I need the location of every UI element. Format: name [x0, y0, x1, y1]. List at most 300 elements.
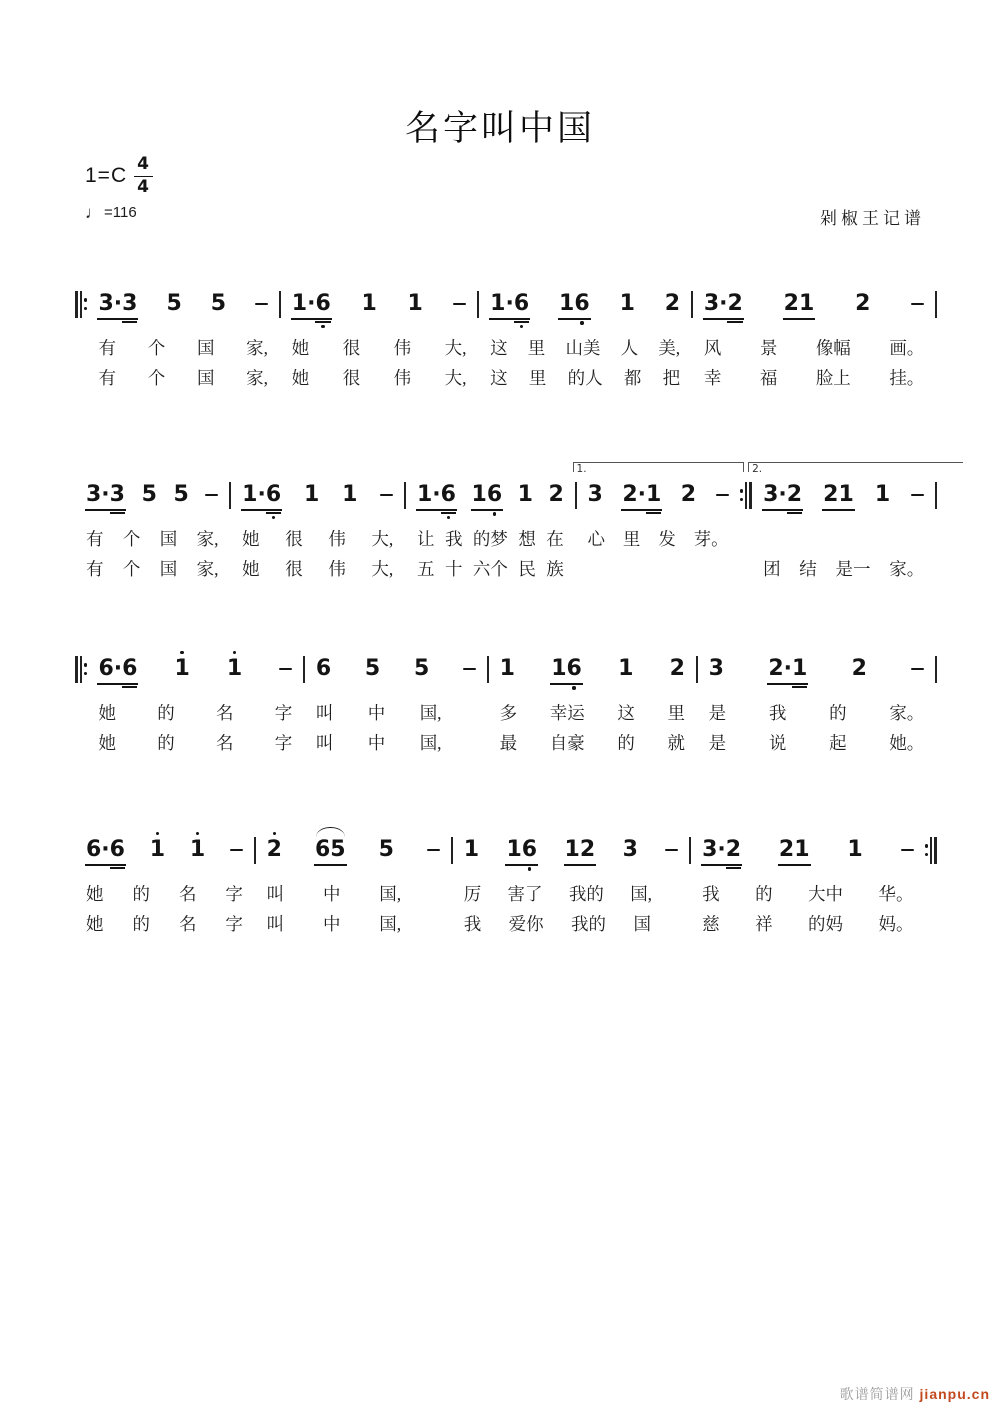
note-digit: 2 [778, 837, 795, 862]
note-token [365, 658, 380, 680]
octave-dot-low [321, 325, 324, 328]
lyric-syllable: 里 [527, 337, 546, 358]
eighth-line [703, 318, 744, 320]
note-digit: 2· [768, 656, 792, 681]
lyric-syllable: 十 [444, 558, 463, 579]
lyric-syllable: 中 [367, 702, 386, 723]
repeat-open-sign [75, 291, 87, 318]
lyrics-measure [231, 526, 404, 551]
lyric-syllable: 个 [147, 367, 166, 388]
lyric-syllable: 芽。 [693, 528, 729, 549]
note-token [852, 658, 867, 680]
note-digit: 6 [266, 484, 281, 506]
dash-token [716, 484, 729, 506]
note-token [211, 293, 226, 315]
note-token [490, 293, 529, 315]
repeat-dot [740, 489, 743, 492]
eighth-line [762, 509, 803, 511]
note-token [559, 293, 590, 315]
lyrics-measure [281, 365, 478, 390]
dash-token [279, 658, 292, 680]
note-digit: 3 [122, 293, 137, 315]
lyrics-measure [281, 335, 478, 360]
measure [489, 658, 696, 680]
note-token [784, 293, 815, 315]
repeat-close-sign [925, 837, 937, 864]
eighth-line [471, 509, 504, 511]
note-digit: 1 [361, 291, 377, 316]
note-digit: 1· [242, 482, 266, 507]
barline [935, 291, 937, 318]
lyric-syllable: 祥 [755, 913, 773, 934]
note-digit: 2 [548, 482, 564, 507]
lyric-syllable: 的 [157, 732, 175, 753]
note-token [847, 839, 862, 861]
note-digit: 2 [669, 656, 685, 681]
volta-label: 1. [576, 462, 587, 475]
note-dash [716, 494, 729, 496]
lyric-syllable: 名 [178, 883, 197, 904]
lyric-syllable: 国 [159, 528, 178, 549]
eighth-line [505, 864, 538, 866]
sixteenth-line [792, 686, 807, 688]
lyrics-line-1 [75, 335, 937, 359]
lyric-syllable: 结 [799, 558, 817, 579]
octave-dot-low [447, 516, 450, 519]
eighth-line [97, 683, 138, 685]
lyric-syllable: 有 [98, 337, 116, 358]
note-digit: 3 [587, 482, 603, 507]
lyric-syllable: 字 [274, 702, 293, 723]
repeat-bar [75, 291, 78, 318]
note-digit: 1· [291, 291, 316, 316]
note-digit: 1 [794, 837, 810, 862]
lyric-syllable: 有 [86, 528, 104, 549]
lyrics-measure [87, 335, 279, 360]
lyrics-line-2 [75, 556, 937, 580]
lyric-syllable: 是一 [835, 558, 871, 579]
lyric-syllable: 家, [246, 367, 269, 388]
lyrics-measure [87, 700, 303, 725]
lyric-syllable: 有 [86, 558, 104, 579]
lyrics-measure [698, 700, 936, 725]
eighth-line [767, 683, 808, 685]
note-dash [911, 668, 924, 670]
lyrics-measure [75, 881, 254, 906]
note-dash [453, 303, 466, 305]
note-token [267, 839, 282, 861]
note-digit: 2 [823, 482, 839, 507]
note-token [227, 658, 242, 680]
lyric-syllable: 这 [490, 337, 508, 358]
eighth-line [783, 318, 816, 320]
lyric-syllable: 华。 [878, 883, 914, 904]
time-signature [134, 156, 153, 196]
octave-dot-high [273, 832, 276, 835]
barline [935, 656, 937, 683]
lyrics-measure [75, 556, 229, 581]
eighth-line [489, 318, 530, 320]
lyric-syllable: 大中 [808, 883, 844, 904]
octave-dot-low [520, 325, 523, 328]
lyric-syllable: 国, [379, 883, 402, 904]
note-digit: 1 [646, 484, 661, 506]
note-token [414, 658, 429, 680]
measure [406, 484, 575, 506]
lyric-syllable: 妈。 [878, 913, 914, 934]
note-token [166, 293, 181, 315]
repeat-bar [80, 656, 82, 683]
lyric-syllable: 叫 [315, 732, 334, 753]
lyrics-measure [256, 881, 451, 906]
lyric-syllable: 人 [620, 337, 639, 358]
measure [305, 658, 487, 680]
repeat-close-sign [740, 482, 752, 509]
lyric-syllable: 是 [708, 732, 727, 753]
sixteenth-line [727, 321, 742, 323]
note-digit: 6 [567, 658, 582, 680]
eighth-line [97, 318, 138, 320]
note-token [316, 658, 331, 680]
note-token [379, 839, 394, 861]
lyric-syllable: 家, [196, 558, 219, 579]
sixteenth-line [514, 321, 529, 323]
tempo-marking [85, 204, 137, 221]
watermark [840, 1384, 990, 1404]
lyric-syllable: 叫 [315, 702, 334, 723]
note-digit: 5 [413, 656, 430, 681]
note-digit: 1 [847, 837, 863, 862]
dash-token [911, 484, 924, 506]
note-token [98, 658, 137, 680]
sixteenth-line [110, 867, 125, 869]
lyric-syllable: 幸 [703, 367, 722, 388]
lyric-syllable: 名 [215, 732, 234, 753]
lyric-syllable: 风 [703, 337, 722, 358]
lyrics-line-2 [75, 730, 937, 754]
lyric-syllable: 把 [662, 367, 681, 388]
music-system-2 [75, 462, 937, 580]
lyric-syllable: 最 [499, 732, 518, 753]
lyric-syllable: 个 [122, 528, 141, 549]
barline [935, 482, 937, 509]
time-signature-denominator: 4 [137, 177, 150, 197]
lyrics-measure [75, 911, 254, 936]
key-signature [85, 156, 153, 196]
note-dash [279, 668, 292, 670]
eighth-line [291, 318, 332, 320]
lyric-syllable: 她。 [889, 732, 925, 753]
note-token [670, 658, 685, 680]
sixteenth-line [266, 512, 281, 514]
note-token [875, 484, 890, 506]
lyric-syllable: 家。 [889, 702, 925, 723]
lyric-syllable: 国 [196, 337, 215, 358]
lyric-syllable: 她 [86, 913, 104, 934]
lyric-syllable: 国, [419, 732, 442, 753]
note-digit: 6· [86, 837, 110, 862]
note-dash [205, 494, 218, 496]
lyric-syllable: 都 [623, 367, 642, 388]
lyric-syllable: 伟 [393, 367, 412, 388]
measure [453, 839, 690, 861]
lyrics-measure [752, 556, 935, 581]
eighth-line [822, 509, 855, 511]
note-digit: 1 [517, 482, 533, 507]
lyric-syllable: 族 [546, 558, 564, 579]
lyric-syllable: 名 [215, 702, 234, 723]
lyrics-measure [691, 881, 924, 906]
lyric-syllable: 伟 [328, 528, 346, 549]
lyrics-measure [453, 881, 690, 906]
lyric-syllable: 字 [225, 913, 243, 934]
note-digit: 2 [726, 839, 741, 861]
measure [231, 484, 404, 506]
lyric-syllable: 挂。 [889, 367, 925, 388]
note-dash [380, 494, 393, 496]
lyric-syllable: 像幅 [815, 337, 851, 358]
repeat-bar [745, 482, 747, 509]
note-digit: 2 [787, 484, 802, 506]
eighth-line [85, 509, 126, 511]
note-digit: 6 [514, 293, 529, 315]
note-digit: 3· [702, 837, 726, 862]
note-dash [230, 849, 243, 851]
note-token [618, 658, 633, 680]
lyrics-line-1 [75, 700, 937, 724]
lyric-syllable: 的 [829, 702, 847, 723]
lyric-syllable: 大, [444, 337, 467, 358]
lyric-syllable: 的妈 [808, 913, 844, 934]
lyric-syllable: 我 [463, 913, 482, 934]
lyric-syllable: 她 [98, 732, 116, 753]
lyric-syllable: 她 [242, 528, 260, 549]
lyric-syllable: 的梦 [472, 528, 508, 549]
note-dash [665, 849, 678, 851]
quarter-note-icon: ♩ [85, 203, 102, 222]
note-digit: 1 [564, 837, 580, 862]
measure [576, 462, 740, 507]
measure [87, 658, 303, 680]
repeat-open-sign [75, 656, 87, 683]
lyric-syllable: 很 [285, 528, 303, 549]
lyric-syllable: 国, [630, 883, 653, 904]
eighth-line [778, 864, 811, 866]
lyric-syllable: 中 [322, 883, 341, 904]
octave-dot-low [272, 516, 275, 519]
note-digit: 5 [330, 837, 346, 862]
lyric-syllable: 多 [499, 702, 518, 723]
note-digit: 1 [150, 839, 165, 861]
note-digit: 2 [680, 482, 697, 507]
note-dash [911, 494, 924, 496]
lyric-syllable: 的 [617, 732, 635, 753]
note-digit: 1 [463, 837, 480, 862]
note-dash [427, 849, 440, 851]
note-digit: 6 [574, 293, 589, 315]
repeat-dots [740, 482, 743, 509]
note-digit: 5 [364, 656, 381, 681]
lyric-syllable: 的人 [567, 367, 603, 388]
lyric-syllable: 画。 [889, 337, 925, 358]
note-digit: 2 [851, 656, 867, 681]
lyrics-line-2 [75, 911, 937, 935]
measure [479, 293, 691, 315]
sixteenth-line [122, 321, 137, 323]
lyric-syllable: 的 [132, 883, 150, 904]
note-token [342, 484, 357, 506]
note-token [417, 484, 456, 506]
dash-token [901, 839, 914, 861]
dash-token [380, 484, 393, 506]
lyrics-measure [305, 730, 487, 755]
lyric-syllable: 的 [132, 913, 150, 934]
key-label: 1=C [85, 164, 128, 187]
dash-token [911, 293, 924, 315]
lyric-syllable: 这 [490, 367, 508, 388]
note-digit: 1 [619, 291, 635, 316]
sixteenth-line [122, 686, 137, 688]
note-token [464, 839, 479, 861]
lyric-syllable: 是 [708, 702, 727, 723]
note-digit: 1· [416, 482, 441, 507]
note-dash [911, 303, 924, 305]
lyric-syllable: 很 [285, 558, 303, 579]
lyric-syllable: 起 [829, 732, 847, 753]
note-digit: 1 [190, 839, 205, 861]
transcriber-credit: 剁椒王记谱 [820, 209, 925, 228]
note-token [702, 839, 741, 861]
sixteenth-line [646, 512, 661, 514]
lyrics-measure [577, 526, 740, 551]
notes-row [75, 287, 937, 321]
note-digit: 6 [315, 656, 332, 681]
note-digit: 3 [110, 484, 125, 506]
octave-dot-low [580, 321, 583, 324]
octave-dot-low [528, 867, 531, 870]
music-system-4 [75, 833, 937, 935]
note-token [620, 293, 635, 315]
dash-token [911, 658, 924, 680]
lyrics-measure [691, 911, 924, 936]
dash-token [665, 839, 678, 861]
note-token [98, 293, 137, 315]
note-digit: 1 [342, 482, 358, 507]
sixteenth-line [441, 512, 456, 514]
lyric-syllable: 幸运 [549, 702, 585, 723]
note-token [623, 839, 638, 861]
lyrics-measure [479, 365, 691, 390]
notes-row [75, 462, 937, 512]
lyric-syllable: 这 [617, 702, 635, 723]
lyric-syllable: 伟 [393, 337, 412, 358]
repeat-dots [925, 837, 928, 864]
eighth-line [621, 509, 662, 511]
note-token [565, 839, 596, 861]
lyric-syllable: 厉 [463, 883, 482, 904]
note-token [150, 839, 165, 861]
measure [752, 462, 935, 507]
lyric-syllable: 她 [86, 883, 104, 904]
lyric-syllable: 我 [702, 883, 720, 904]
lyric-syllable: 叫 [266, 883, 285, 904]
note-token [361, 293, 376, 315]
lyric-syllable: 爱你 [508, 913, 544, 934]
lyrics-line-1 [75, 526, 937, 550]
note-digit: 2 [579, 837, 596, 862]
lyric-syllable: 想 [518, 528, 536, 549]
note-token [242, 484, 281, 506]
lyric-syllable: 国, [379, 913, 402, 934]
repeat-dot [925, 853, 928, 856]
lyric-syllable: 她 [98, 702, 116, 723]
lyrics-measure [87, 730, 303, 755]
dash-token [255, 293, 268, 315]
note-token [174, 484, 189, 506]
lyric-syllable: 家, [246, 337, 269, 358]
note-digit: 6 [522, 839, 537, 861]
lyric-syllable: 伟 [328, 558, 346, 579]
lyrics-measure [453, 911, 690, 936]
octave-dot-low [493, 512, 496, 515]
lyric-syllable: 说 [768, 732, 787, 753]
dash-token [205, 484, 218, 506]
octave-dot-high [156, 832, 159, 835]
eighth-line [558, 318, 591, 320]
note-digit: 2 [855, 291, 871, 316]
volta-label: 2. [752, 462, 763, 475]
note-digit: 1 [792, 658, 807, 680]
eighth-line [550, 683, 583, 685]
lyrics-line-2 [75, 365, 937, 389]
lyric-syllable: 自豪 [549, 732, 585, 753]
note-digit: 1 [838, 482, 854, 507]
lyric-syllable: 五 [416, 558, 435, 579]
lyric-syllable: 我 [444, 528, 463, 549]
lyric-syllable: 慈 [702, 913, 720, 934]
music-system-3 [75, 652, 937, 754]
note-digit: 2 [267, 839, 282, 861]
lyric-syllable: 脸上 [815, 367, 851, 388]
note-digit: 1 [227, 658, 242, 680]
lyric-syllable: 国 [196, 367, 215, 388]
note-digit: 5 [378, 837, 394, 862]
lyric-syllable: 很 [342, 337, 361, 358]
note-digit: 6· [98, 656, 123, 681]
note-digit: 3 [708, 656, 724, 681]
note-digit: 1 [551, 656, 567, 681]
octave-dot-high [180, 651, 183, 654]
lyric-syllable: 里 [528, 367, 547, 388]
note-digit: 3· [86, 482, 110, 507]
lyric-syllable: 山美 [565, 337, 601, 358]
eighth-line [564, 864, 597, 866]
dash-token [230, 839, 243, 861]
note-digit: 6 [314, 837, 331, 862]
notes-row [75, 652, 937, 686]
note-digit: 1 [471, 482, 487, 507]
tie-arc [316, 827, 345, 837]
repeat-dot [740, 498, 743, 501]
lyric-syllable: 个 [147, 337, 166, 358]
notes-row [75, 833, 937, 867]
repeat-bar [934, 837, 937, 864]
lyric-syllable: 字 [274, 732, 293, 753]
lyric-syllable: 很 [342, 367, 361, 388]
time-signature-numerator: 4 [134, 156, 153, 177]
lyric-syllable: 六个 [472, 558, 508, 579]
note-digit: 5 [210, 291, 227, 316]
